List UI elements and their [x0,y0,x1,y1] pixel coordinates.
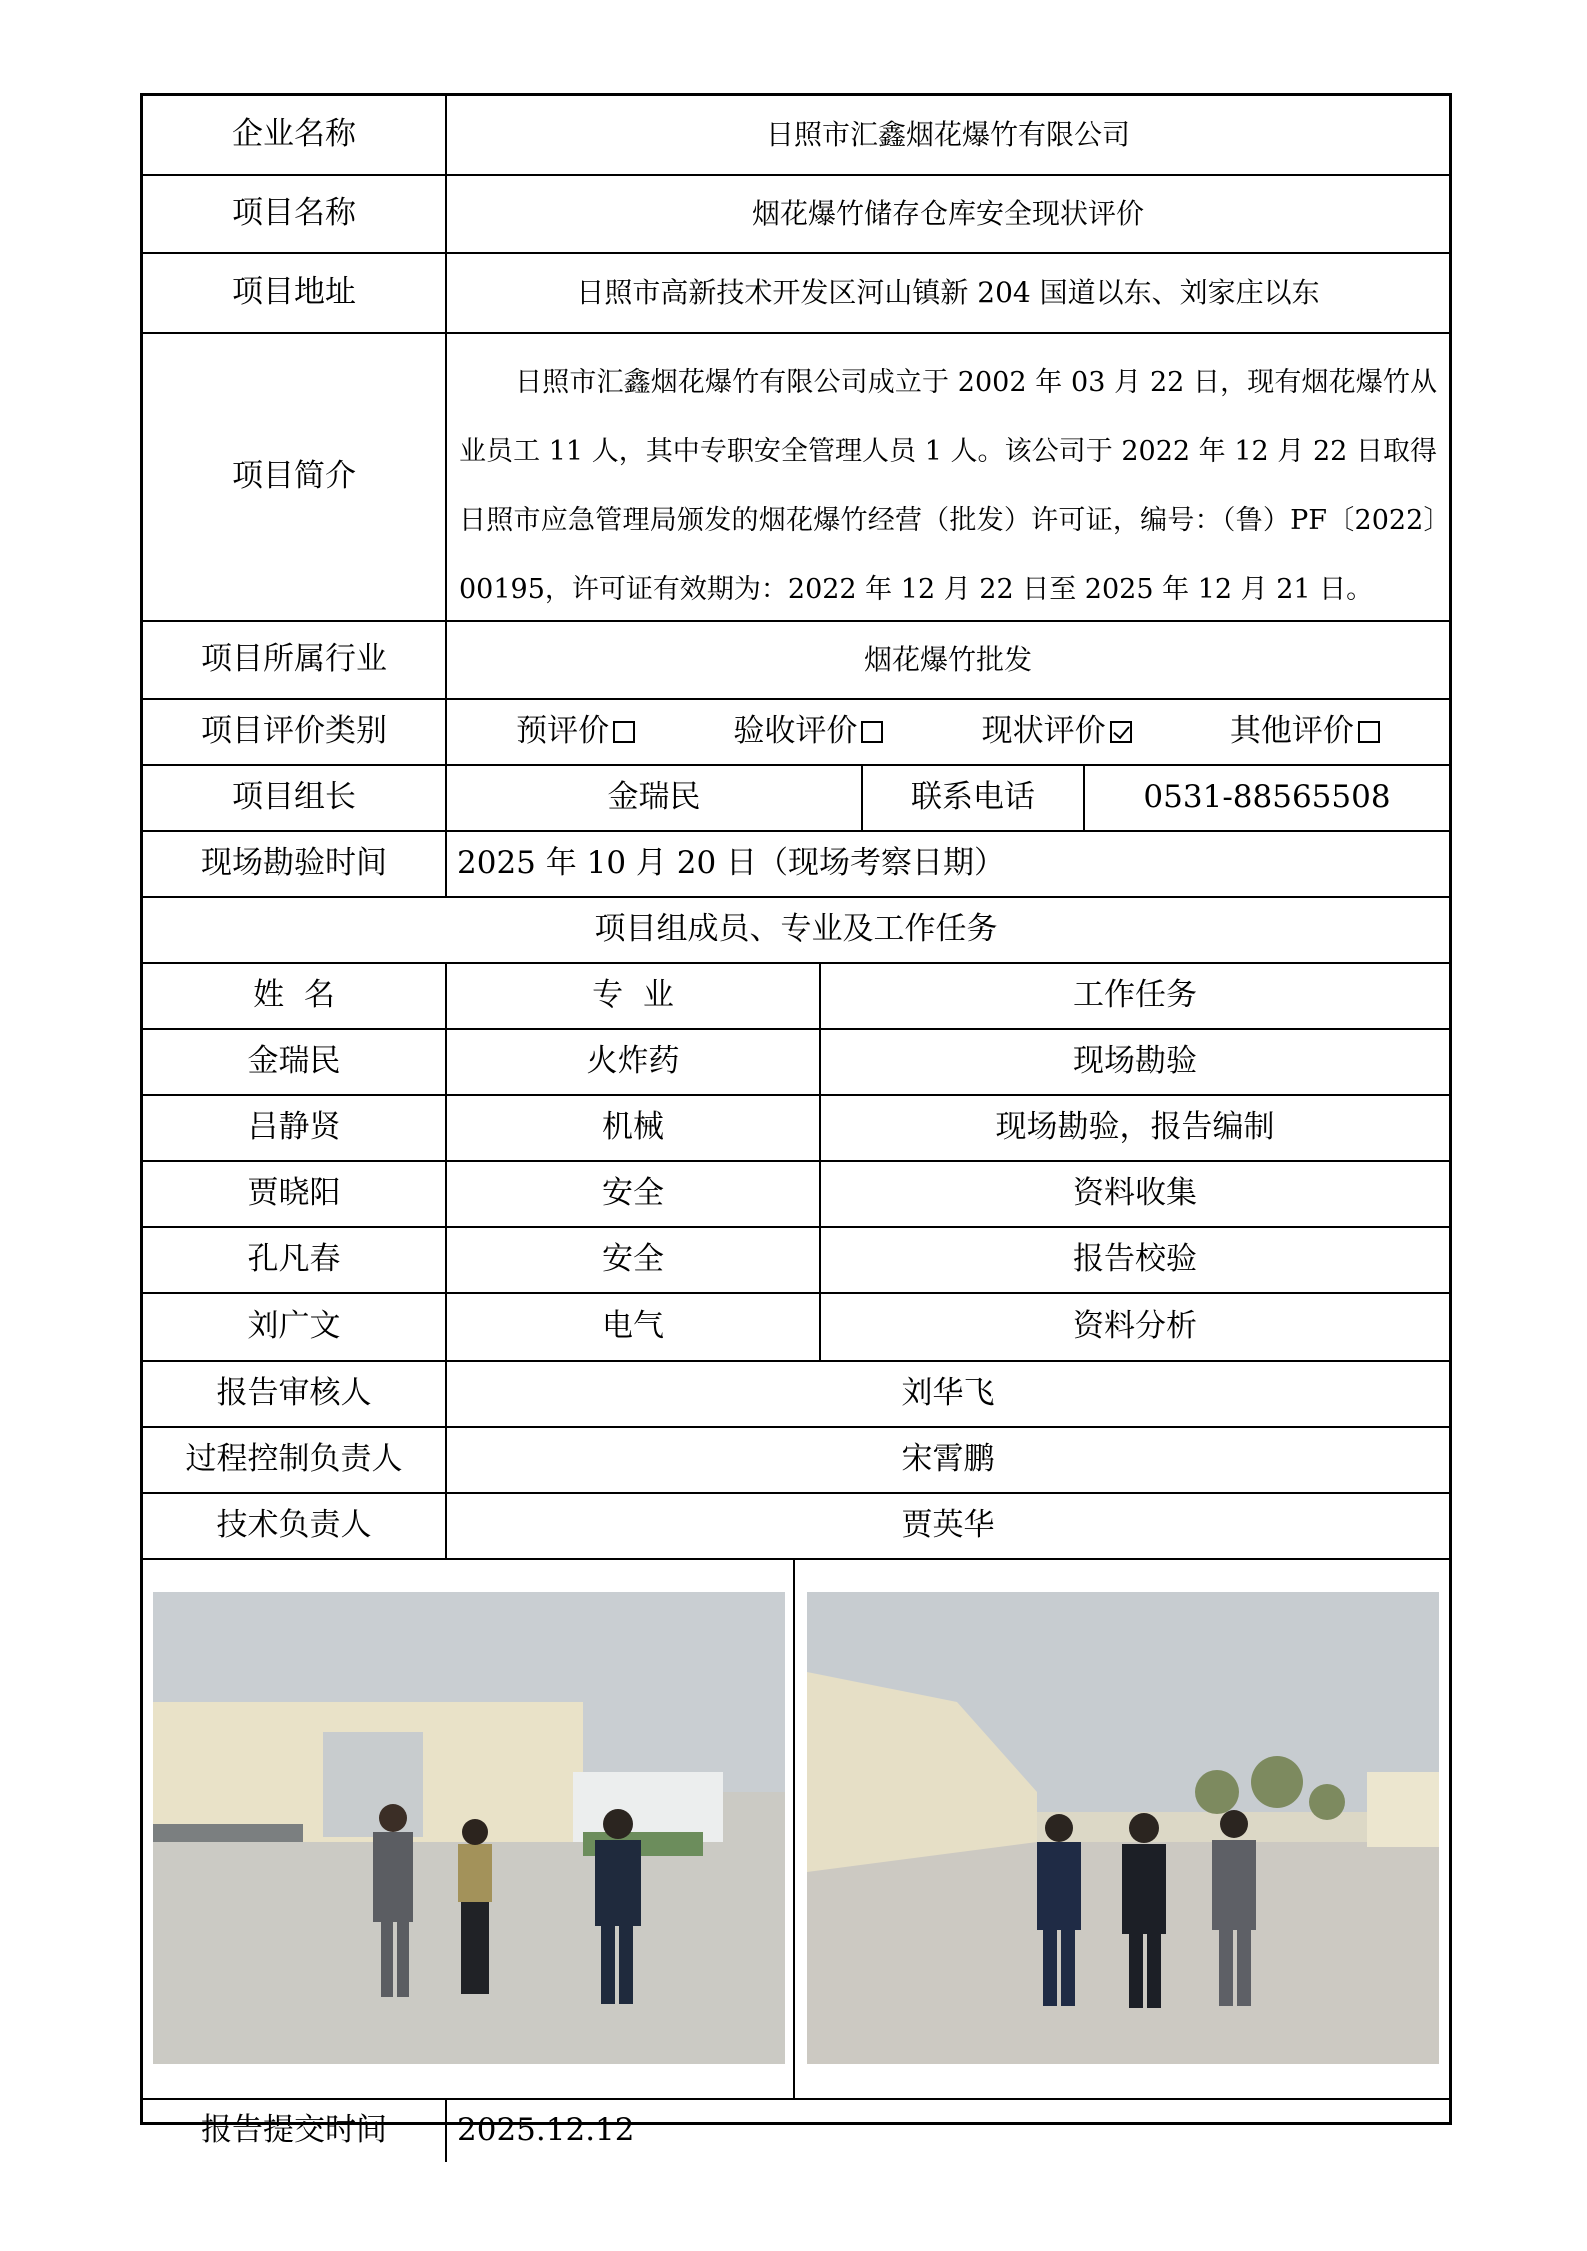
company-value: 日照市汇鑫烟花爆竹有限公司 [765,118,1130,152]
site-photo-right [807,1592,1439,2064]
table-row [143,1030,1449,1096]
checkbox-unchecked-icon[interactable] [1358,721,1380,743]
photo-row [143,1560,1449,2100]
industry-value: 烟花爆竹批发 [863,643,1032,677]
member-name: 孔凡春 [247,1241,341,1278]
category-label: 项目评价类别 [201,713,387,750]
leader-label: 项目组长 [232,779,356,816]
tech-lead-row [143,1494,1449,1560]
table-row [143,1162,1449,1228]
project-address-value: 日照市高新技术开发区河山镇新 204 国道以东、刘家庄以东 [576,276,1320,310]
option-acceptance-evaluation[interactable]: 验收评价 [733,713,883,750]
project-address-row [143,254,1449,334]
checkbox-unchecked-icon[interactable] [613,721,635,743]
member-task: 资料收集 [1073,1175,1197,1212]
process-control-label: 过程控制负责人 [185,1441,403,1478]
tech-lead-label: 技术负责人 [216,1507,372,1544]
option-other-evaluation[interactable]: 其他评价 [1230,713,1380,750]
member-specialty: 安全 [602,1241,664,1278]
evaluation-info-table [140,93,1452,2149]
checkbox-checked-icon[interactable] [1110,721,1132,743]
submit-time-value: 2025.12.12 [457,2112,635,2149]
member-name: 吕静贤 [247,1109,341,1146]
submit-time-row [143,2100,1449,2162]
project-intro-text: 日照市汇鑫烟花爆竹有限公司成立于 2002 年 03 月 22 日，现有烟花爆竹从业员工 11 人，其中专职安全管理人员 1 人。该公司于 2022 年 12 月 22 日取得日照市应急管理局颁发的烟花爆竹经营（批发）许可证，编号：（鲁）PF〔2022〕00195，许可证有效期为：2022 年 12 月 22 日至 2025 年 12 月 21 日。 [459,367,1437,605]
team-title: 项目组成员、专业及工作任务 [594,911,998,948]
member-specialty: 安全 [602,1175,664,1212]
phone-label: 联系电话 [911,779,1035,816]
category-row [143,700,1449,766]
member-name: 刘广文 [247,1308,341,1345]
survey-time-value: 2025 年 10 月 20 日（现场考察日期） [457,845,1006,882]
project-address-label: 项目地址 [232,274,356,311]
reviewer-row [143,1362,1449,1428]
project-intro-row [143,334,1449,622]
company-label: 企业名称 [232,116,356,153]
team-header-task: 工作任务 [1073,977,1197,1014]
submit-time-label: 报告提交时间 [201,2112,387,2149]
member-name: 贾晓阳 [247,1175,341,1212]
member-task: 现场勘验 [1073,1043,1197,1080]
option-pre-evaluation[interactable]: 预评价 [516,713,635,750]
process-control-value: 宋霄鹏 [901,1441,995,1478]
survey-time-label: 现场勘验时间 [201,845,387,882]
project-intro-label: 项目简介 [232,458,356,495]
member-specialty: 火炸药 [586,1043,680,1080]
industry-label: 项目所属行业 [201,641,387,678]
project-name-label: 项目名称 [232,195,356,232]
member-specialty: 电气 [602,1308,664,1345]
process-control-row [143,1428,1449,1494]
reviewer-value: 刘华飞 [901,1375,995,1412]
leader-value: 金瑞民 [607,779,701,816]
member-task: 报告校验 [1073,1241,1197,1278]
checkbox-unchecked-icon[interactable] [861,721,883,743]
team-title-row [143,898,1449,964]
table-row [143,1228,1449,1294]
tech-lead-value: 贾英华 [901,1507,995,1544]
category-options [447,700,1449,764]
project-name-value: 烟花爆竹储存仓库安全现状评价 [751,197,1144,231]
member-name: 金瑞民 [247,1043,341,1080]
project-name-row [143,176,1449,254]
industry-row [143,622,1449,700]
reviewer-label: 报告审核人 [216,1375,372,1412]
company-row [143,96,1449,176]
survey-time-row [143,832,1449,898]
table-row [143,1096,1449,1162]
phone-value: 0531-88565508 [1143,779,1391,816]
team-header-row [143,964,1449,1030]
member-specialty: 机械 [602,1109,664,1146]
leader-row [143,766,1449,832]
site-photo-left [153,1592,785,2064]
table-row [143,1294,1449,1362]
team-header-name: 姓 名 [253,977,335,1014]
member-task: 资料分析 [1073,1308,1197,1345]
member-task: 现场勘验，报告编制 [995,1109,1275,1146]
team-header-specialty: 专 业 [592,977,674,1014]
option-status-evaluation[interactable]: 现状评价 [982,713,1132,750]
